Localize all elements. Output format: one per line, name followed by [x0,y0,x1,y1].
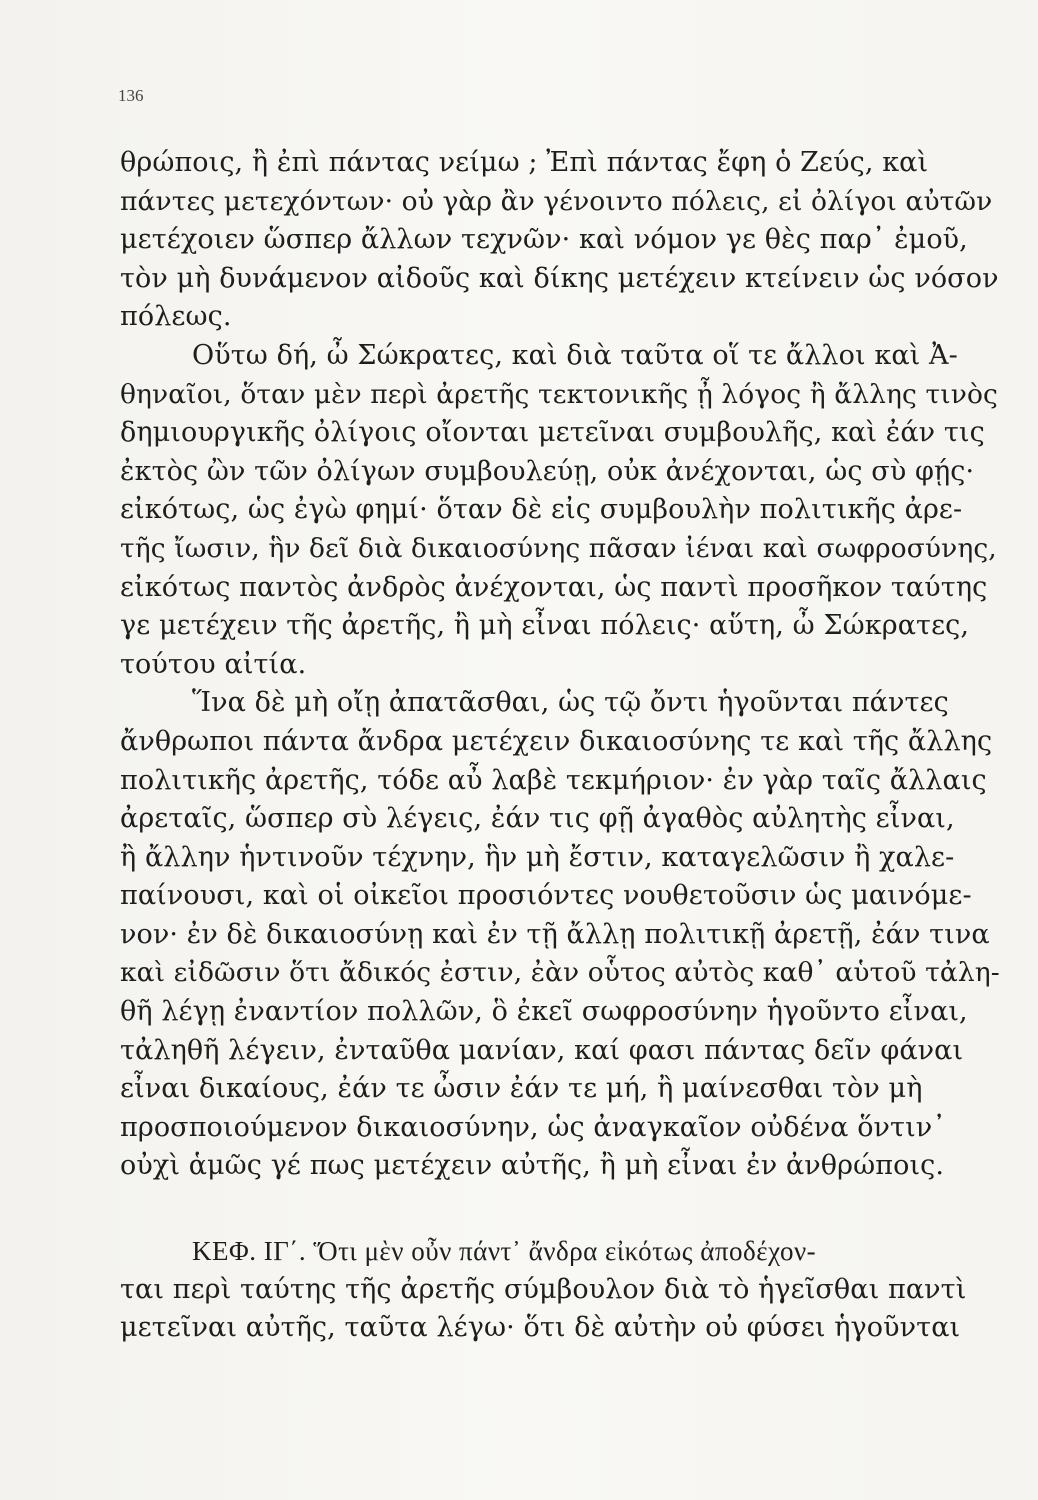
chapter-gap [120,1186,1000,1232]
text-line: τἀληθῆ λέγειν, ἐνταῦθα μανίαν, καί φασι πάντας δεῖν φάναι [120,1034,964,1066]
text-line: ται περὶ ταύτης τῆς ἀρετῆς σύμβουλον διὰ τὸ ἡγεῖσθαι παντὶ [120,1273,967,1305]
text-line: μετέχοιεν ὥσπερ ἄλλων τεχνῶν· καὶ νόμον γε θὲς παρ᾽ ἐμοῦ, [120,224,968,256]
text-line: πολιτικῆς ἀρετῆς, τόδε αὖ λαβὲ τεκμήριον· ἐν γὰρ ταῖς ἄλλαις [120,764,987,796]
text-line: θρώποις, ἢ ἐπὶ πάντας νείμω ; Ἐπὶ πάντας ἔφη ὁ Ζεύς, καὶ [120,147,929,178]
paragraph-start-line: Ἵνα δὲ μὴ οἴῃ ἀπατᾶσθαι, ὡς τῷ ὄντι ἡγοῦνται πάντες [192,687,949,719]
text-line: παίνουσι, καὶ οἱ οἰκεῖοι προσιόντες νουθετοῦσιν ὡς μαινόμε- [120,880,972,912]
text-line: πάντες μετεχόντων· οὐ γὰρ ἂν γένοιντο πόλεις, εἰ ὀλίγοι αὐτῶν [120,185,993,217]
text-line: νον· ἐν δὲ δικαιοσύνῃ καὶ ἐν τῇ ἄλλῃ πολιτικῇ ἀρετῇ, ἐάν τινα [120,918,990,950]
text-line: εἰκότως παντὸς ἀνδρὸς ἀνέχονται, ὡς παντὶ προσῆκον ταύτης [120,571,988,603]
text-line: μετεῖναι αὐτῆς, ταῦτα λέγω· ὅτι δὲ αὐτὴν οὐ φύσει ἡγοῦνται [120,1312,961,1344]
text-line: θῆ λέγῃ ἐναντίον πολλῶν, ὃ ἐκεῖ σωφροσύνην ἡγοῦντο εἶναι, [120,996,968,1028]
text-line: ἄνθρωποι πάντα ἄνδρα μετέχειν δικαιοσύνης τε καὶ τῆς ἄλλης [120,725,993,757]
text-line: δημιουργικῆς ὀλίγοις οἴονται μετεῖναι συμβουλῆς, καὶ ἐάν τις [120,417,985,449]
chapter-heading-line: ΚΕΦ. ΙΓ΄. Ὅτι μὲν οὖν πάντ᾽ ἄνδρα εἰκότως ἀποδέχον- [192,1236,817,1267]
text-line: θηναῖοι, ὅταν μὲν περὶ ἀρετῆς τεκτονικῆς ᾖ λόγος ἢ ἄλλης τινὸς [120,378,998,410]
text-line: προσποιούμενον δικαιοσύνην, ὡς ἀναγκαῖον οὐδένα ὅντιν᾽ [120,1111,946,1143]
text-line: ἢ ἄλλην ἡντινοῦν τέχνην, ἣν μὴ ἔστιν, καταγελῶσιν ἢ χαλε- [120,841,955,873]
text-line: καὶ εἰδῶσιν ὅτι ἄδικός ἐστιν, ἐὰν οὗτος αὐτὸς καθ᾽ αὑτοῦ τἀλη- [120,957,1000,989]
text-line: ἐκτὸς ὢν τῶν ὀλίγων συμβουλεύῃ, οὐκ ἀνέχονται, ὡς σὺ φῄς· [120,455,975,487]
text-line: τὸν μὴ δυνάμενον αἰδοῦς καὶ δίκης μετέχειν κτείνειν ὡς νόσον [120,262,999,294]
text-line: τῆς ἴωσιν, ἣν δεῖ διὰ δικαιοσύνης πᾶσαν ἰέναι καὶ σωφροσύνης, [120,532,997,564]
text-line: πόλεως. [120,301,232,333]
text-line: εἰκότως, ὡς ἐγὼ φημί· ὅταν δὲ εἰς συμβουλὴν πολιτικῆς ἀρε- [120,494,963,526]
text-line: γε μετέχειν τῆς ἀρετῆς, ἢ μὴ εἶναι πόλεις· αὕτη, ὦ Σώκρατες, [120,610,970,642]
text-line: τούτου αἰτία. [120,648,307,680]
paragraph-start-line: Οὕτω δή, ὦ Σώκρατες, καὶ διὰ ταῦτα οἵ τε ἄλλοι καὶ Ἀ- [192,339,958,371]
body-text [120,144,1000,1348]
page-number: 136 [118,86,144,105]
text-line: οὐχὶ ἁμῶς γέ πως μετέχειν αὐτῆς, ἢ μὴ εἶναι ἐν ἀνθρώποις. [120,1150,945,1182]
text-line: εἶναι δικαίους, ἐάν τε ὦσιν ἐάν τε μή, ἢ μαίνεσθαι τὸν μὴ [120,1073,923,1105]
text-line: ἀρεταῖς, ὥσπερ σὺ λέγεις, ἐάν τις φῇ ἀγαθὸς αὐλητὴς εἶναι, [120,803,955,835]
